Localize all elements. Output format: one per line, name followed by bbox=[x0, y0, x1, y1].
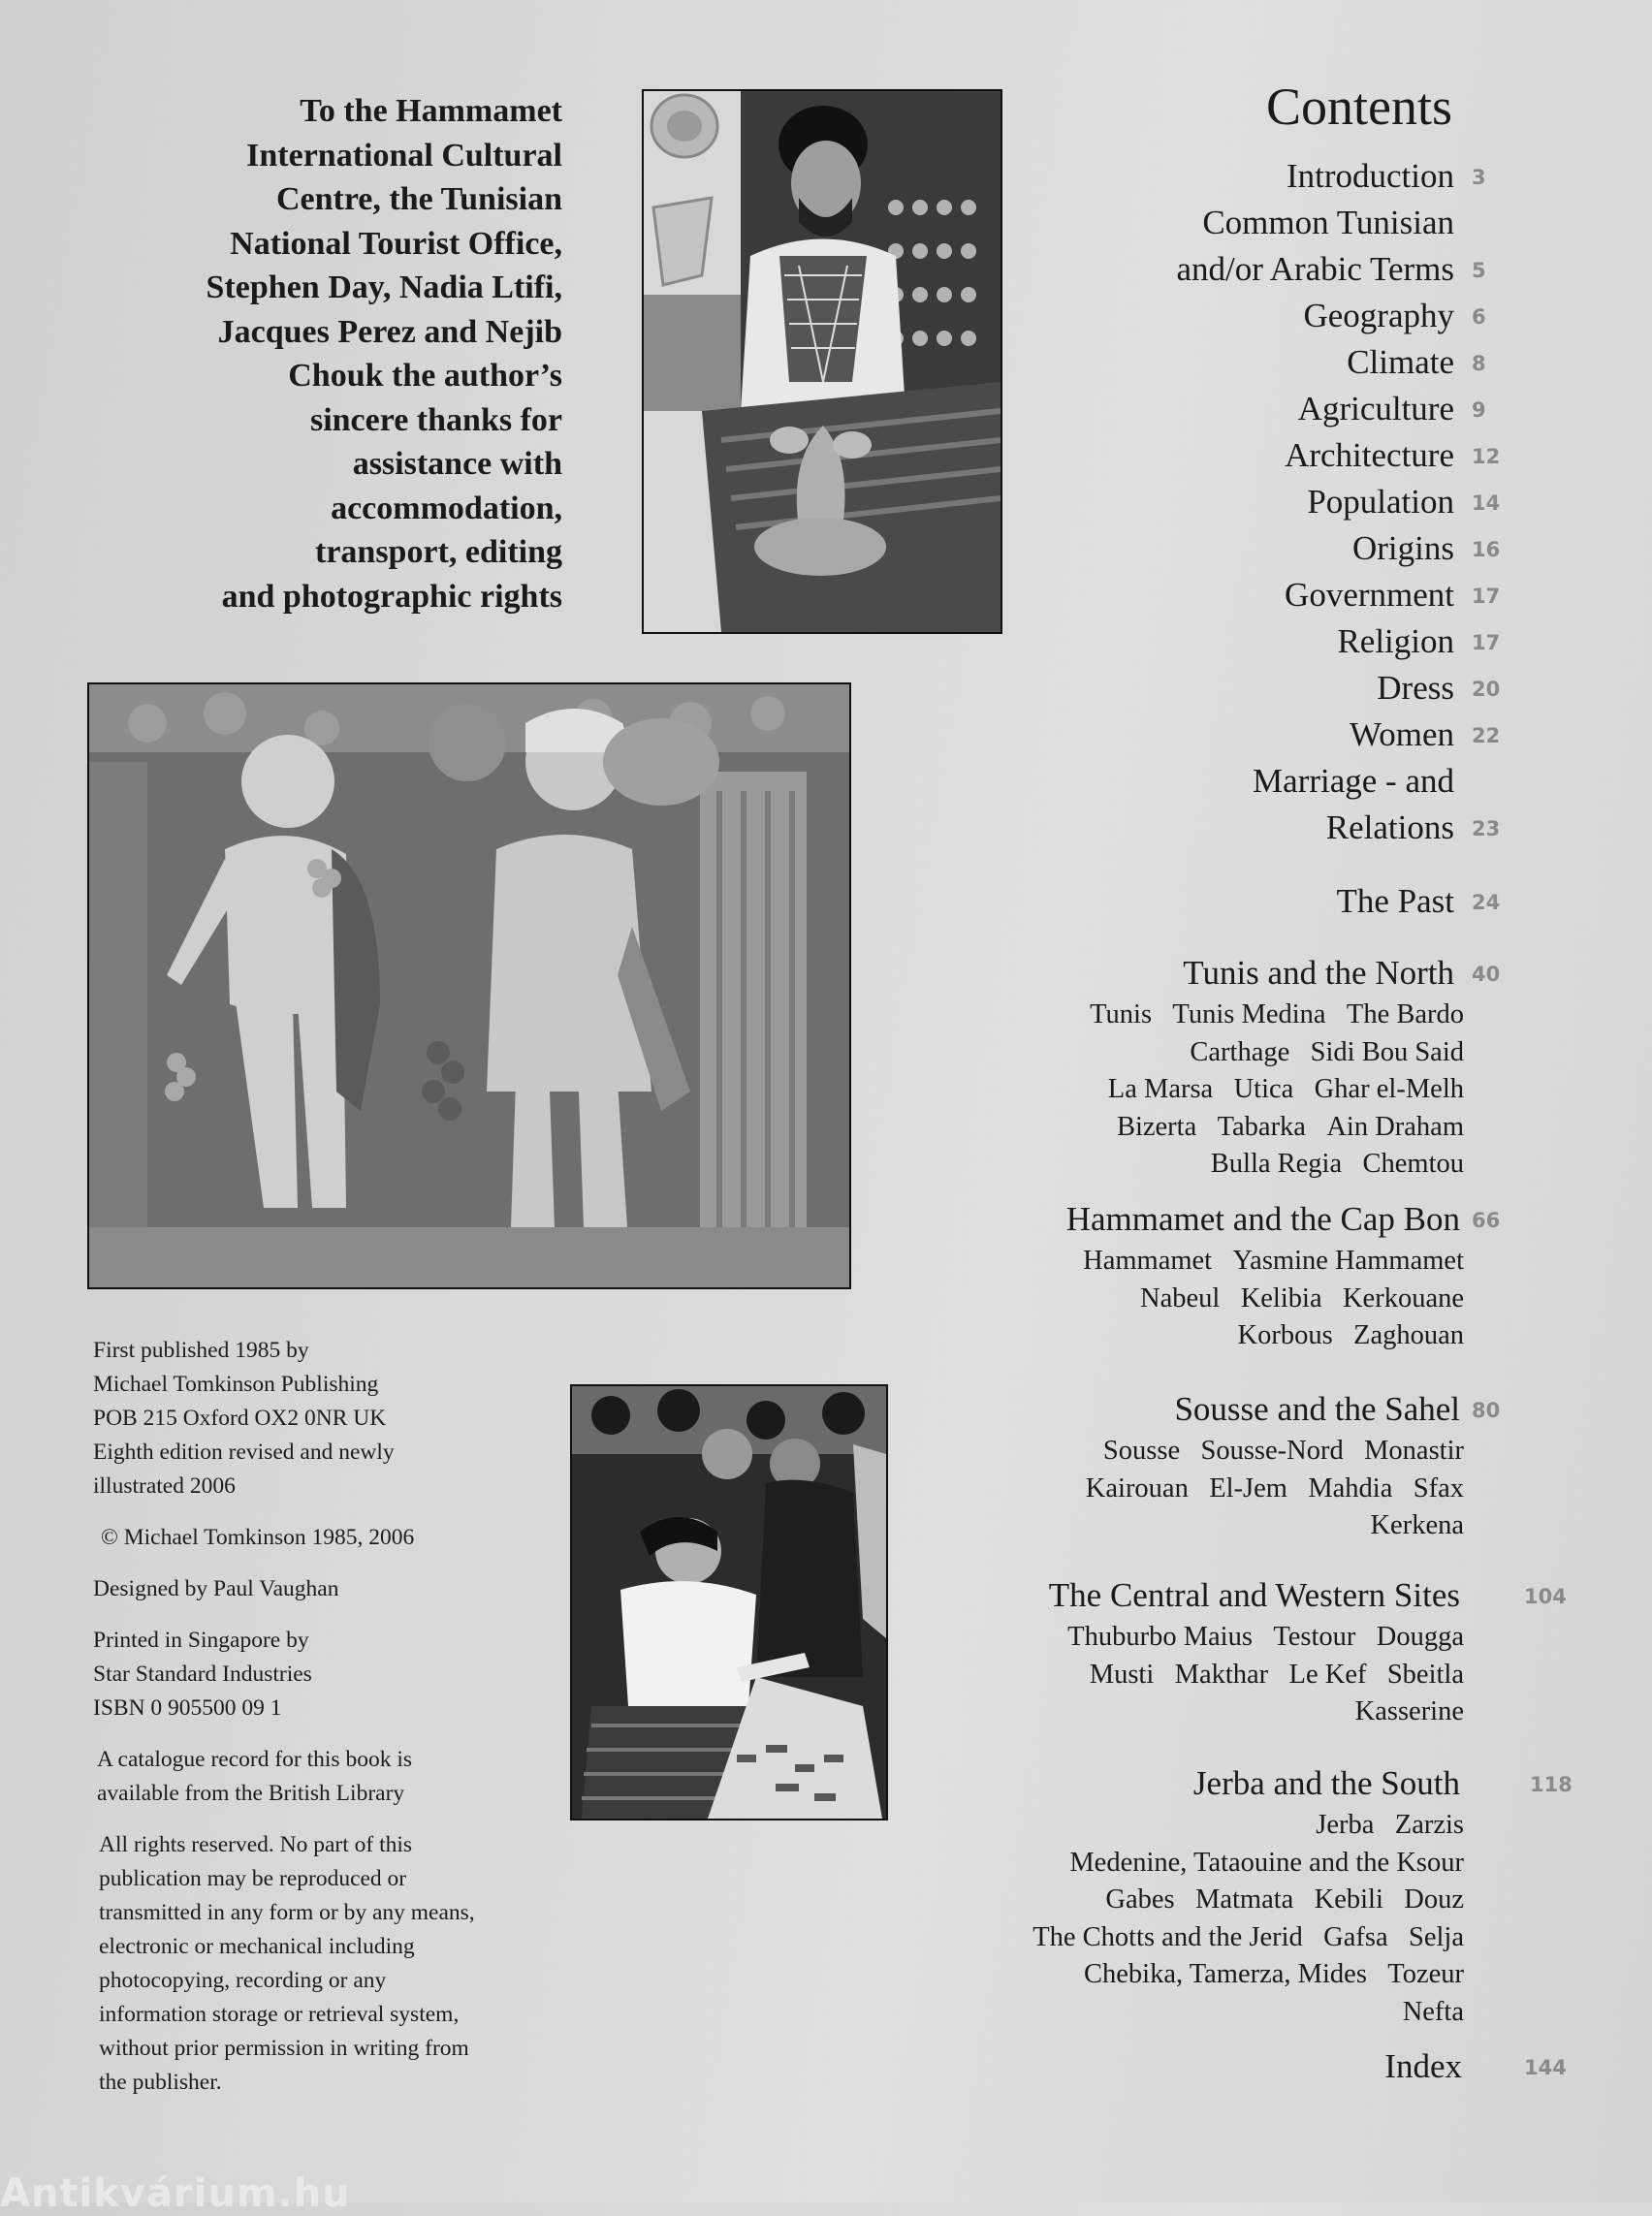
toc-subentries bbox=[873, 1807, 1580, 2036]
toc-entry-label: Marriage - and bbox=[1253, 762, 1454, 800]
toc-entry-page: 20 bbox=[1472, 678, 1501, 701]
toc-subentry-line: La Marsa Utica Ghar el-Melh bbox=[1107, 1074, 1464, 1104]
toc-entry-label: Hammamet and the Cap Bon bbox=[1065, 1200, 1460, 1238]
toc-entry-label: Jerba and the South bbox=[1192, 1764, 1460, 1802]
isbn-line: ISBN 0 905500 09 1 bbox=[93, 1695, 282, 1721]
toc-subentry-line: Nabeul Kelibia Kerkouane bbox=[1140, 1282, 1464, 1314]
dedication-line: assistance with bbox=[352, 446, 562, 482]
toc-entry-page: 9 bbox=[1472, 398, 1486, 422]
toc-entry-index[interactable] bbox=[873, 2043, 1580, 2090]
copyright-line: © Michael Tomkinson 1985, 2006 bbox=[101, 1525, 415, 1550]
toc-subentry-line: Tunis Tunis Medina The Bardo bbox=[1090, 999, 1464, 1029]
toc-subentry-line: Bizerta Tabarka Ain Draham bbox=[1116, 1111, 1464, 1142]
toc-entry[interactable] bbox=[873, 758, 1580, 805]
rights-line: photocopying, recording or any bbox=[99, 1968, 387, 1993]
toc-entry-page: 3 bbox=[1472, 166, 1486, 189]
toc-entry-label: Introduction bbox=[1286, 157, 1454, 195]
toc-section-sousse[interactable] bbox=[873, 1386, 1580, 1433]
toc-subentry-line: Bulla Regia Chemtou bbox=[1210, 1149, 1464, 1179]
toc-entry-page: 14 bbox=[1472, 491, 1501, 515]
toc-entry-page: 66 bbox=[1472, 1209, 1501, 1232]
dedication-line: and photographic rights bbox=[221, 578, 562, 615]
toc-subentry-line: Chebika, Tamerza, Mides Tozeur bbox=[1084, 1959, 1464, 1989]
toc-subentries bbox=[873, 997, 1580, 1187]
table-of-contents bbox=[873, 153, 1580, 2090]
toc-entry[interactable] bbox=[873, 153, 1580, 200]
toc-entry-page: 104 bbox=[1524, 1585, 1567, 1608]
toc-entry-page: 40 bbox=[1472, 963, 1501, 986]
toc-entry-page: 12 bbox=[1472, 445, 1501, 468]
toc-entry-page: 5 bbox=[1472, 259, 1486, 282]
toc-entry-page: 17 bbox=[1472, 585, 1501, 608]
toc-subentry-line: Kairouan El-Jem Mahdia Sfax bbox=[1085, 1472, 1464, 1504]
toc-entry[interactable] bbox=[873, 665, 1580, 712]
contents-title: Contents bbox=[1265, 78, 1452, 136]
dedication-line: National Tourist Office, bbox=[230, 225, 562, 262]
toc-subentries bbox=[873, 1433, 1580, 1547]
toc-entry-label: Tunis and the North bbox=[1183, 954, 1454, 992]
toc-entry-label: Geography bbox=[1303, 297, 1454, 334]
toc-entry-page: 22 bbox=[1472, 724, 1501, 747]
toc-entry[interactable] bbox=[873, 805, 1580, 851]
dedication-line: To the Hammamet bbox=[300, 93, 562, 129]
toc-entry[interactable] bbox=[873, 386, 1580, 432]
rights-line: electronic or mechanical including bbox=[99, 1934, 415, 1959]
toc-subentry-line: Carthage Sidi Bou Said bbox=[1190, 1036, 1464, 1067]
toc-entry-label: Dress bbox=[1377, 669, 1454, 707]
toc-entry-label: Population bbox=[1307, 483, 1454, 521]
toc-entry-label: Agriculture bbox=[1297, 390, 1454, 427]
toc-subentry-line: Medenine, Tataouine and the Ksour bbox=[1069, 1847, 1464, 1878]
toc-entry-label: Government bbox=[1285, 576, 1454, 614]
toc-subentry-line: Kasserine bbox=[1354, 1696, 1464, 1726]
toc-entry[interactable] bbox=[873, 293, 1580, 339]
toc-section-jerba[interactable] bbox=[873, 1760, 1580, 1807]
toc-entry-label: The Past bbox=[1336, 882, 1454, 920]
rights-line: without prior permission in writing from bbox=[99, 2036, 469, 2061]
toc-entry[interactable] bbox=[873, 479, 1580, 525]
market-photo bbox=[570, 1384, 888, 1820]
toc-entry-label: Architecture bbox=[1285, 436, 1454, 474]
rights-line: All rights reserved. No part of this bbox=[99, 1832, 413, 1857]
toc-entry[interactable] bbox=[873, 712, 1580, 758]
dedication-line: Jacques Perez and Nejib bbox=[217, 313, 562, 350]
imprint-line: POB 215 Oxford OX2 0NR UK bbox=[93, 1406, 387, 1431]
toc-subentry-line: Hammamet Yasmine Hammamet bbox=[1083, 1246, 1464, 1276]
toc-entry-label: Origins bbox=[1352, 529, 1454, 567]
toc-subentry-line: Jerba Zarzis bbox=[1316, 1810, 1464, 1840]
toc-entry-page: 24 bbox=[1472, 891, 1501, 914]
toc-subentries bbox=[873, 1619, 1580, 1733]
rights-line: information storage or retrieval system, bbox=[99, 2002, 460, 2027]
toc-entry[interactable] bbox=[873, 339, 1580, 386]
toc-entry-label: Women bbox=[1350, 715, 1454, 753]
dedication-line: Centre, the Tunisian bbox=[275, 181, 562, 217]
dedication-line: transport, editing bbox=[315, 534, 562, 570]
toc-entry-page: 23 bbox=[1472, 817, 1501, 840]
toc-subentry-line: Kerkena bbox=[1370, 1510, 1464, 1540]
imprint-block bbox=[93, 1334, 578, 2100]
dedication-line: accommodation, bbox=[331, 490, 562, 526]
toc-section-hammamet[interactable] bbox=[873, 1196, 1580, 1243]
rights-line: the publisher. bbox=[99, 2070, 222, 2095]
toc-entry[interactable] bbox=[873, 246, 1580, 293]
rights-line: transmitted in any form or by any means, bbox=[99, 1900, 475, 1925]
dedication-line: Chouk the author’s bbox=[288, 358, 562, 394]
toc-entry[interactable] bbox=[873, 525, 1580, 572]
imprint-line: illustrated 2006 bbox=[93, 1473, 236, 1499]
toc-section-central-western[interactable] bbox=[873, 1572, 1580, 1619]
toc-subentry-line: Nefta bbox=[1402, 1996, 1464, 2027]
toc-entry-label: Index bbox=[1384, 2047, 1462, 2085]
toc-subentry-line: Sousse Sousse-Nord Monastir bbox=[1102, 1436, 1464, 1466]
printer-line: Printed in Singapore by bbox=[93, 1628, 309, 1653]
toc-entry-page: 118 bbox=[1530, 1773, 1573, 1796]
toc-subentry-line: Korbous Zaghouan bbox=[1237, 1320, 1464, 1350]
toc-entry[interactable] bbox=[873, 618, 1580, 665]
toc-subentry-line: Thuburbo Maius Testour Dougga bbox=[1067, 1622, 1464, 1652]
rights-line: publication may be reproduced or bbox=[99, 1866, 407, 1891]
toc-section-tunis[interactable] bbox=[873, 950, 1580, 997]
dedication-line: sincere thanks for bbox=[309, 401, 562, 438]
toc-entry-label: The Central and Western Sites bbox=[1048, 1576, 1460, 1614]
toc-subentry-line: Musti Makthar Le Kef Sbeitla bbox=[1089, 1659, 1464, 1690]
toc-subentry-line: Gabes Matmata Kebili Douz bbox=[1105, 1884, 1464, 1915]
dedication-line: International Cultural bbox=[246, 137, 562, 174]
catalogue-line: A catalogue record for this book is bbox=[97, 1747, 412, 1772]
toc-entry-label: Sousse and the Sahel bbox=[1174, 1390, 1460, 1428]
toc-entry-label: Climate bbox=[1347, 343, 1454, 381]
toc-subentry-line: The Chotts and the Jerid Gafsa Selja bbox=[1032, 1921, 1464, 1952]
toc-entry[interactable] bbox=[873, 572, 1580, 618]
designer-line: Designed by Paul Vaughan bbox=[93, 1576, 339, 1601]
catalogue-line: available from the British Library bbox=[97, 1781, 405, 1806]
toc-entry-label: Relations bbox=[1325, 808, 1454, 846]
toc-entry-page: 6 bbox=[1472, 305, 1486, 329]
dedication-text bbox=[107, 89, 562, 618]
toc-entry-page: 16 bbox=[1472, 538, 1501, 561]
roman-relief-photo bbox=[87, 682, 851, 1289]
imprint-line: Eighth edition revised and newly bbox=[93, 1440, 395, 1465]
toc-entry[interactable] bbox=[873, 432, 1580, 479]
dedication-line: Stephen Day, Nadia Ltifi, bbox=[206, 269, 562, 305]
toc-entry-the-past[interactable] bbox=[873, 878, 1580, 925]
toc-entry-page: 144 bbox=[1524, 2056, 1567, 2079]
toc-subentries bbox=[873, 1243, 1580, 1357]
toc-entry-page: 17 bbox=[1472, 631, 1501, 654]
toc-entry-page: 8 bbox=[1472, 352, 1486, 375]
imprint-line: Michael Tomkinson Publishing bbox=[93, 1372, 379, 1397]
imprint-line: First published 1985 by bbox=[93, 1338, 309, 1363]
printer-line: Star Standard Industries bbox=[93, 1662, 312, 1687]
toc-entry-label: Common Tunisian bbox=[1202, 204, 1454, 241]
toc-entry-label: and/or Arabic Terms bbox=[1176, 250, 1454, 288]
toc-entry-page: 80 bbox=[1472, 1399, 1501, 1422]
watermark: Antikvárium.hu bbox=[0, 2171, 351, 2216]
toc-entry-label: Religion bbox=[1337, 622, 1454, 660]
toc-entry[interactable] bbox=[873, 200, 1580, 246]
